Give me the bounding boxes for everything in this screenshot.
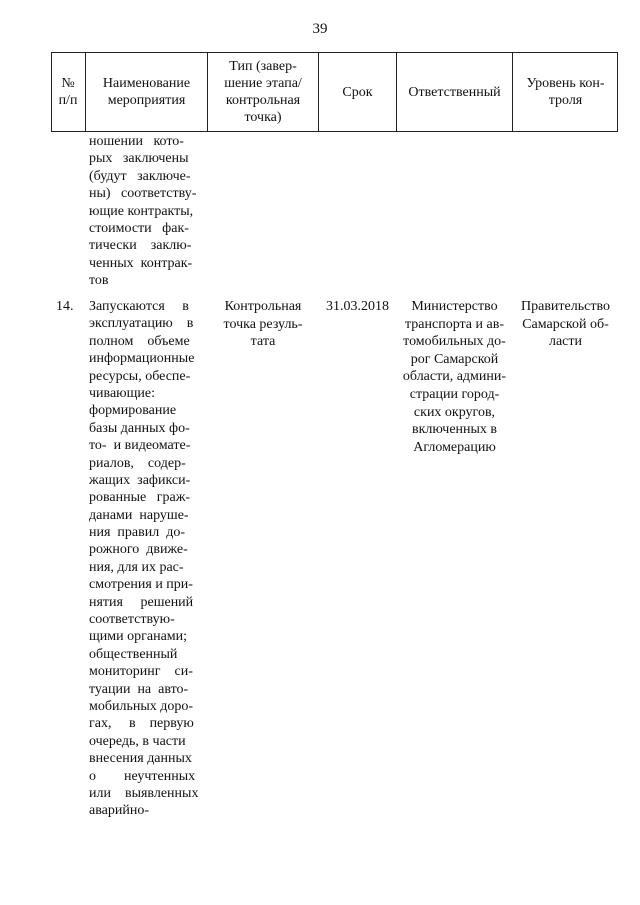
text-line: общественный: [89, 646, 178, 662]
text-line: базы данных фо-: [89, 420, 190, 436]
text-line: Запускаются в: [89, 299, 189, 314]
measure-name: [89, 298, 206, 820]
text-line: полном объеме: [89, 333, 190, 349]
text-line: стоимости фак-: [89, 220, 189, 236]
text-line: ресурсы, обеспе-: [89, 368, 191, 384]
text-line: мобильных доро-: [89, 698, 194, 714]
text-line: ющие контракты,: [89, 203, 194, 219]
text-line: о неучтенных: [89, 768, 196, 784]
responsible-cell: Министерство транспорта и ав- томобильных до- рог Самарской области, админи- страции город- ских округов, включенных в Агломерацию: [402, 299, 507, 455]
deadline-cell: 31.03.2018: [326, 299, 389, 314]
text-line: данами наруше-: [89, 507, 189, 523]
text-line: эксплуатацию в: [89, 316, 194, 332]
header-deadline: Срок: [342, 84, 373, 100]
text-line: чивающие:: [89, 385, 156, 401]
text-line: ния, для их рас-: [89, 559, 184, 575]
text-line: то- и видеомате-: [89, 438, 191, 454]
text-line: мониторинг си-: [89, 664, 193, 680]
text-line: жащих зафикси-: [89, 472, 191, 488]
header-responsible: Ответственный: [408, 84, 501, 100]
text-line: (будут заключе-: [89, 168, 191, 184]
text-line: нятия решений: [89, 594, 194, 610]
text-line: ношении кото-: [89, 134, 184, 149]
text-line: гах, в первую: [89, 716, 194, 732]
text-line: формирование: [89, 403, 177, 419]
header-type: Тип (завер- шение этапа/ контрольная точка): [224, 59, 302, 125]
header-number: № п/п: [58, 76, 78, 108]
text-line: тически заклю-: [89, 238, 192, 254]
header-control-level: Уровень кон- троля: [526, 76, 605, 108]
text-line: аварийно-: [89, 803, 149, 819]
text-line: риалов, содер-: [89, 455, 186, 471]
type-cell: Контрольная точка резуль- тата: [223, 299, 303, 350]
text-line: очередь, в части: [89, 733, 186, 749]
page-number: 39: [312, 21, 328, 37]
text-line: рожного движе-: [89, 542, 188, 558]
text-line: ны) соответству-: [89, 186, 197, 202]
text-line: рованные граж-: [89, 490, 191, 506]
text-line: смотрения и при-: [89, 577, 193, 593]
control-level-cell: Правительство Самарской об- ласти: [521, 299, 610, 350]
text-line: ния правил до-: [89, 525, 186, 541]
continuation-text: [89, 133, 206, 290]
text-line: тов: [89, 273, 109, 289]
row-number: 14.: [56, 299, 74, 314]
text-line: рых заключены: [89, 151, 189, 167]
text-line: ченных контрак-: [89, 255, 193, 271]
text-line: соответствую-: [89, 612, 175, 628]
text-line: внесения данных: [89, 751, 192, 767]
text-line: туации на авто-: [89, 681, 189, 697]
header-name: Наименование мероприятия: [102, 76, 191, 108]
text-line: щими органами;: [89, 629, 188, 645]
text-line: или выявленных: [89, 785, 199, 801]
text-line: информационные: [89, 351, 195, 367]
